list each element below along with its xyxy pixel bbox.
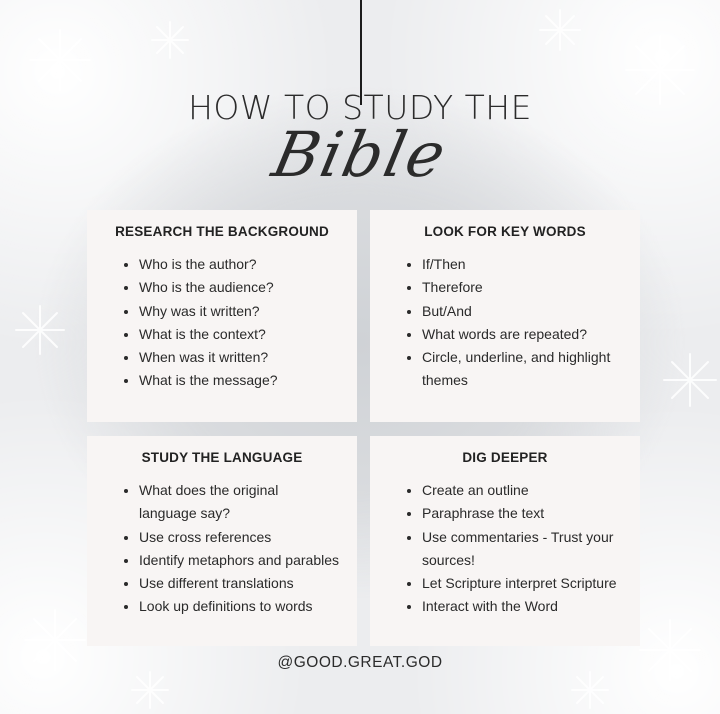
list-item: • Circle, underline, and highlight themes [422, 346, 622, 393]
list-item: • What is the message? [139, 369, 339, 392]
card-list [121, 253, 339, 393]
list-item: • Look up definitions to words [139, 595, 339, 618]
card-key-words [370, 210, 640, 422]
list-item: • Use cross references [139, 526, 339, 549]
list-item: • Interact with the Word [422, 595, 622, 618]
list-item: • What is the context? [139, 323, 339, 346]
list-item: • Therefore [422, 276, 622, 299]
card-list [121, 479, 339, 619]
card-study-language [87, 436, 357, 646]
card-heading: STUDY THE LANGUAGE [141, 450, 303, 465]
list-item: • Create an outline [422, 479, 622, 502]
list-item: • If/Then [422, 253, 622, 276]
list-item: • Let Scripture interpret Scripture [422, 572, 622, 595]
card-heading: LOOK FOR KEY WORDS [424, 224, 586, 239]
list-item: • Paraphrase the text [422, 502, 622, 525]
page-title: HOW TO STUDY THE [188, 88, 532, 127]
card-list [404, 253, 622, 393]
card-dig-deeper [370, 436, 640, 646]
card-list [404, 479, 622, 619]
list-item: • Why was it written? [139, 300, 339, 323]
list-item: • When was it written? [139, 346, 339, 369]
list-item: • Use commentaries - Trust your sources! [422, 526, 622, 573]
script-title: Bible [266, 118, 454, 191]
card-heading: DIG DEEPER [462, 450, 548, 465]
list-item: • Identify metaphors and parables [139, 549, 339, 572]
list-item: • What does the original language say? [139, 479, 339, 526]
card-heading: RESEARCH THE BACKGROUND [115, 224, 329, 239]
list-item: • Who is the author? [139, 253, 339, 276]
list-item: • Use different translations [139, 572, 339, 595]
card-research-background [87, 210, 357, 422]
social-handle: @GOOD.GREAT.GOD [277, 654, 443, 671]
list-item: • Who is the audience? [139, 276, 339, 299]
list-item: • What words are repeated? [422, 323, 622, 346]
list-item: • But/And [422, 300, 622, 323]
